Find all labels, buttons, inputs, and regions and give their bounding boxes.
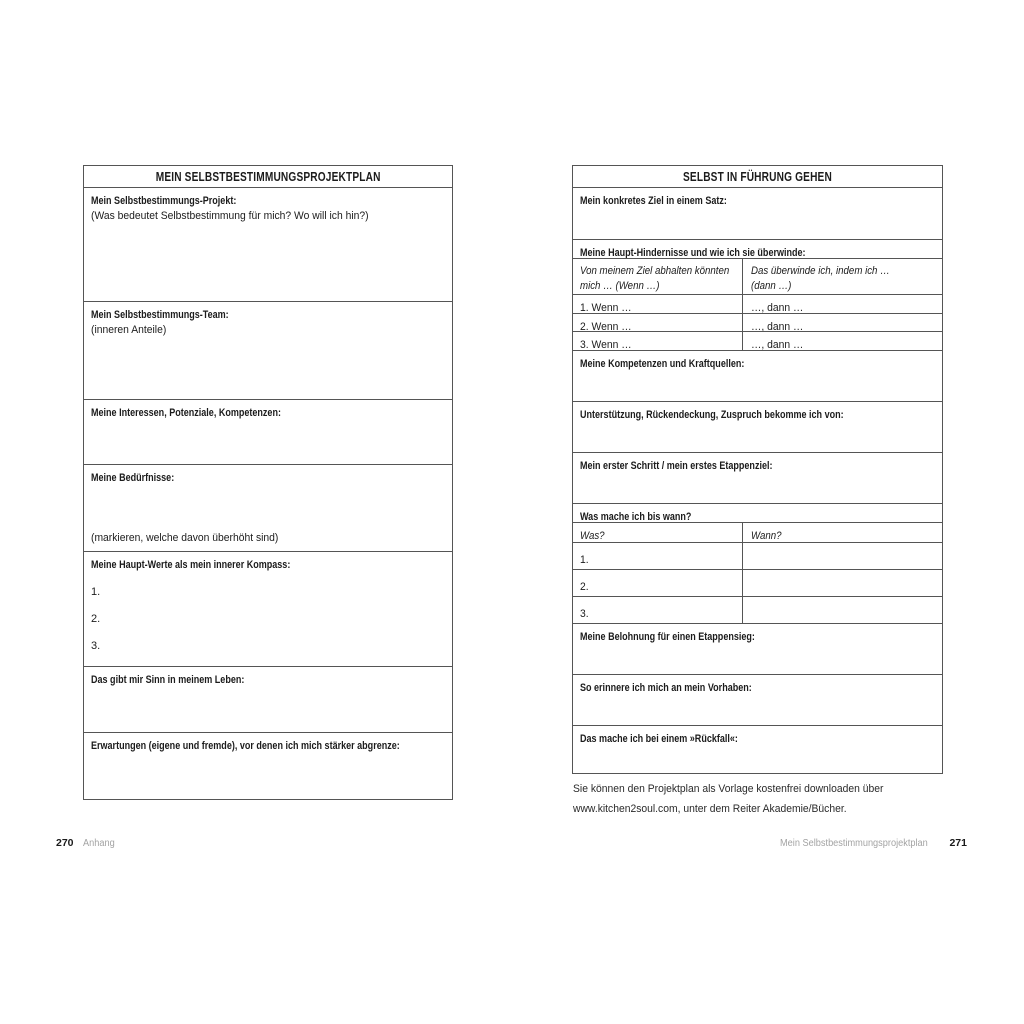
left-page-number: 270: [56, 837, 74, 849]
was-row2-number: 2.: [580, 581, 589, 593]
projekt-note: (Was bedeutet Selbstbestimmung für mich? Wo will ich hin?): [91, 210, 369, 222]
wann-row1-cell: [743, 543, 942, 569]
team-label: Mein Selbstbestimmungs-Team:: [91, 309, 229, 321]
belohnung-label: Meine Belohnung für einen Etappensieg:: [580, 631, 755, 643]
ziel-label: Mein konkretes Ziel in einem Satz:: [580, 195, 727, 207]
hindernisse-col1-header: [573, 259, 743, 294]
hindernisse-row-3: [573, 331, 942, 350]
section-sinn: [84, 666, 452, 732]
werte-item-2: 2.: [91, 613, 101, 625]
section-ziel: [573, 187, 942, 239]
right-form: [572, 165, 943, 774]
hindernisse-col2-header: [743, 259, 942, 294]
section-interessen: [84, 399, 452, 464]
werte-item-1: 1.: [91, 586, 101, 598]
hindernisse-row3-dann: …, dann …: [751, 339, 804, 350]
section-erinnerung: [573, 674, 942, 725]
section-projekt: [84, 187, 452, 301]
erster-schritt-label: Mein erster Schritt / mein erstes Etappenziel:: [580, 460, 773, 472]
erwartungen-label: Erwartungen (eigene und fremde), vor denen ich mich stärker abgrenze:: [91, 740, 400, 752]
was-row3-number: 3.: [580, 608, 589, 620]
hindernisse-row1-wenn: 1. Wenn …: [580, 302, 632, 313]
left-form-title-row: [84, 166, 452, 187]
section-hindernisse-header: [573, 239, 942, 258]
sinn-label: Das gibt mir Sinn in meinem Leben:: [91, 674, 245, 686]
hindernisse-col1-line2: mich … (Wenn …): [580, 280, 660, 292]
hindernisse-row3-wenn: 3. Wenn …: [580, 339, 632, 350]
beduerfnisse-note: (markieren, welche davon überhöht sind): [91, 532, 279, 544]
hindernisse-col2-line2: (dann …): [751, 280, 792, 292]
section-erwartungen: [84, 732, 452, 799]
wann-row3-cell: [743, 597, 942, 623]
erinnerung-label: So erinnere ich mich an mein Vorhaben:: [580, 682, 752, 694]
right-form-title-row: [573, 166, 942, 187]
hindernisse-column-headers: [573, 258, 942, 294]
download-note-line1: Sie können den Projektplan als Vorlage kostenfrei downloaden über: [573, 783, 884, 795]
rueckfall-label: Das mache ich bei einem »Rückfall«:: [580, 733, 738, 745]
hindernisse-row-1: [573, 294, 942, 313]
hindernisse-row-2: [573, 313, 942, 331]
unterstuetzung-label: Unterstützung, Rückendeckung, Zuspruch bekomme ich von:: [580, 409, 844, 421]
section-unterstuetzung: [573, 401, 942, 452]
section-was-wann-header: [573, 503, 942, 522]
hindernisse-col1-line1: Von meinem Ziel abhalten könnten: [580, 265, 730, 277]
team-note: (inneren Anteile): [91, 324, 167, 336]
was-wann-row-2: [573, 569, 942, 596]
section-rueckfall: [573, 725, 942, 773]
was-wann-label: Was mache ich bis wann?: [580, 511, 692, 522]
section-beduerfnisse: [84, 464, 452, 551]
section-werte: [84, 551, 452, 666]
hindernisse-col2-line1: Das überwinde ich, indem ich …: [751, 265, 890, 277]
wann-column-header: Wann?: [751, 530, 782, 542]
download-note-line2: www.kitchen2soul.com, unter dem Reiter Akademie/Bücher.: [573, 803, 847, 815]
was-wann-row-3: [573, 596, 942, 623]
projekt-label: Mein Selbstbestimmungs-Projekt:: [91, 195, 237, 207]
right-form-title: SELBST IN FÜHRUNG GEHEN: [683, 169, 832, 184]
section-belohnung: [573, 623, 942, 674]
section-kompetenzen: [573, 350, 942, 401]
kompetenzen-label: Meine Kompetenzen und Kraftquellen:: [580, 358, 745, 370]
hindernisse-row2-dann: …, dann …: [751, 321, 804, 331]
werte-label: Meine Haupt-Werte als mein innerer Kompass:: [91, 559, 291, 571]
left-page-footer: [56, 837, 117, 849]
hindernisse-row2-wenn: 2. Wenn …: [580, 321, 632, 331]
werte-item-3: 3.: [91, 640, 101, 652]
right-running-head: Mein Selbstbestimmungsprojektplan: [779, 838, 928, 849]
was-wann-row-1: [573, 542, 942, 569]
section-team: [84, 301, 452, 399]
left-form-title: MEIN SELBSTBESTIMMUNGSPROJEKTPLAN: [155, 169, 381, 184]
was-wann-column-headers: [573, 522, 942, 542]
was-column-header: Was?: [580, 530, 605, 542]
right-page-number: 271: [949, 837, 967, 849]
interessen-label: Meine Interessen, Potenziale, Kompetenzen:: [91, 407, 281, 419]
left-running-head: Anhang: [82, 838, 115, 849]
beduerfnisse-label: Meine Bedürfnisse:: [91, 472, 175, 484]
was-row1-number: 1.: [580, 554, 589, 566]
right-page-footer: [780, 837, 967, 849]
hindernisse-label: Meine Haupt-Hindernisse und wie ich sie überwinde:: [580, 247, 806, 258]
left-form: [83, 165, 453, 800]
download-note: [573, 779, 953, 819]
hindernisse-row1-dann: …, dann …: [751, 302, 804, 313]
wann-row2-cell: [743, 570, 942, 596]
section-erster-schritt: [573, 452, 942, 503]
